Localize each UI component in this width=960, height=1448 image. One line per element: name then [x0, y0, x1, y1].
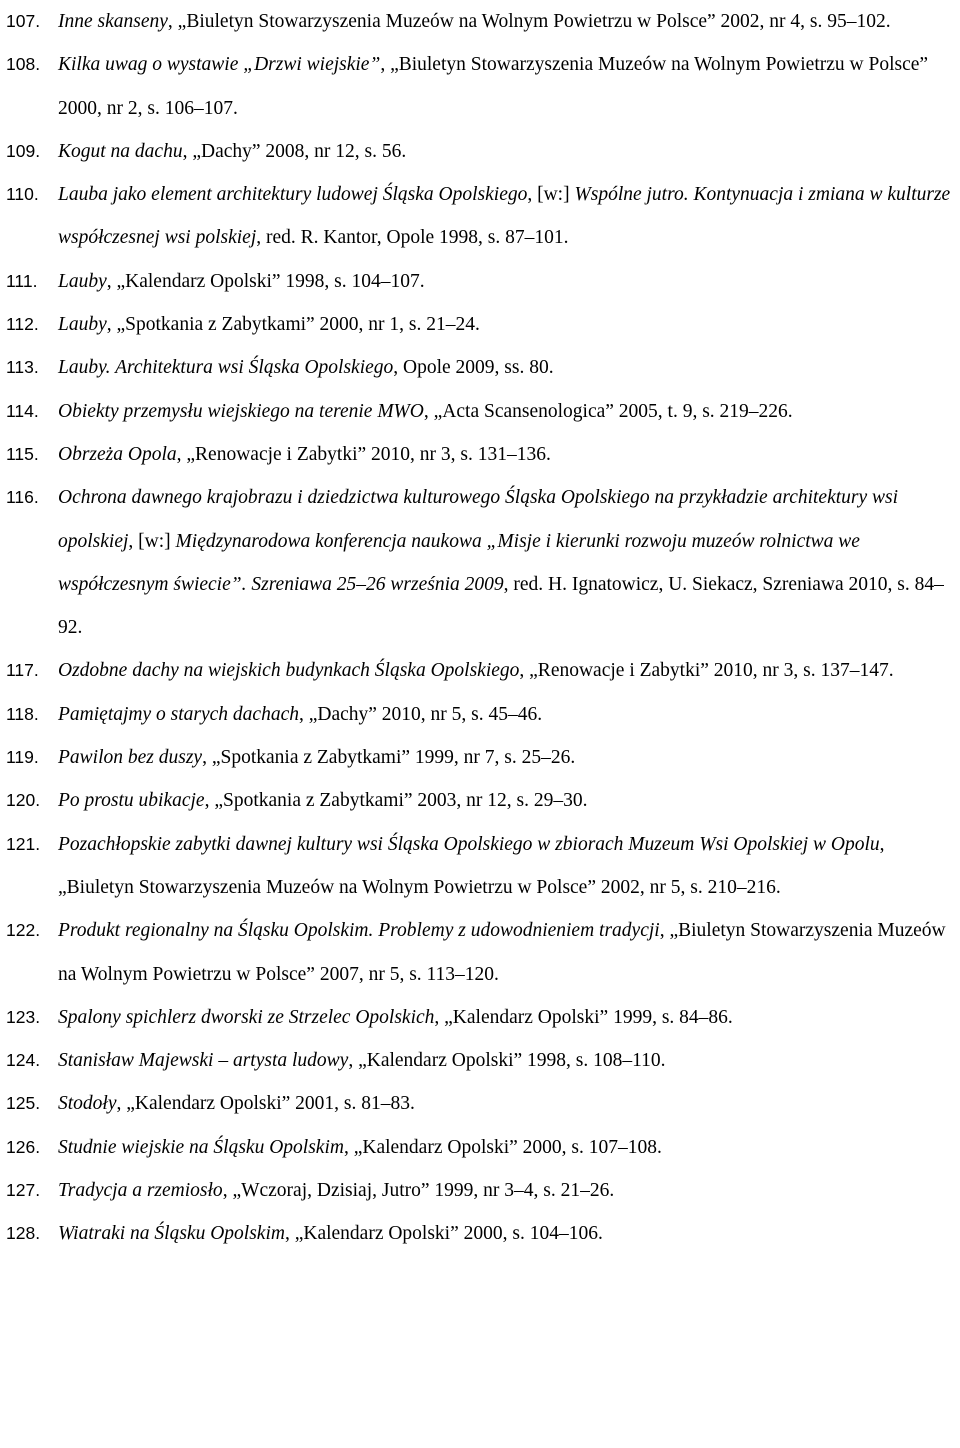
entry-title-text: Po prostu ubikacje: [58, 790, 205, 812]
entry-source-text: , „Kalendarz Opolski” 2000, s. 104–106.: [284, 1223, 603, 1245]
entry-number: 117.: [6, 660, 39, 681]
entry-source-text: , „Spotkania z Zabytkami” 1999, nr 7, s. 25–26.: [202, 747, 576, 769]
entry-source-text: , „Renowacje i Zabytki” 2010, nr 3, s. 137–147.: [519, 660, 894, 682]
entry-number: 124.: [6, 1050, 41, 1071]
entry-source-text: , „Kalendarz Opolski” 2000, s. 107–108.: [343, 1136, 662, 1158]
bibliography-entry: [6, 1082, 954, 1125]
entry-title-text: Pozachłopskie zabytki dawnej kultury wsi Śląska Opolskiego w zbiorach Muzeum Wsi Opolskiej w Opolu: [58, 833, 880, 855]
bibliography-entry: [6, 736, 954, 779]
entry-source-text: , „Kalendarz Opolski” 1999, s. 84–86.: [434, 1006, 733, 1028]
entry-number: 125.: [6, 1093, 41, 1114]
entry-source-text: , „Biuletyn Stowarzyszenia Muzeów na Wolnym Powietrzu w Polsce” 2002, nr 4, s. 95–102.: [167, 11, 891, 32]
entry-number: 118.: [6, 703, 39, 724]
entry-source-text: , „Dachy” 2008, nr 12, s. 56.: [182, 140, 407, 162]
entry-number: 109.: [6, 140, 41, 161]
entry-title-text: Pawilon bez duszy: [58, 747, 203, 769]
entry-source-text: , „Renowacje i Zabytki” 2010, nr 3, s. 131–136.: [176, 443, 551, 465]
bibliography-entry: [6, 130, 954, 173]
bibliography-entry: [6, 476, 954, 649]
entry-number: 123.: [6, 1006, 41, 1027]
entry-number: 115.: [6, 443, 39, 464]
bibliography-entry: [6, 779, 954, 822]
bibliography-entry: [6, 1169, 954, 1212]
entry-title-text: Kogut na dachu: [58, 140, 183, 162]
entry-number: 112.: [6, 314, 39, 335]
bibliography-entry: [6, 1212, 954, 1255]
entry-title-text: Tradycja a rzemiosło: [58, 1180, 223, 1202]
entry-source-text: , „Kalendarz Opolski” 2001, s. 81–83.: [116, 1093, 415, 1115]
entry-title-text: Stodoły: [58, 1093, 117, 1115]
entry-title-text: Inne skanseny: [58, 11, 168, 32]
entry-number: 108.: [6, 54, 41, 75]
bibliography-entry: [6, 390, 954, 433]
entry-title-text: Ozdobne dachy na wiejskich budynkach Śląska Opolskiego: [58, 660, 520, 682]
entry-title-text: Produkt regionalny na Śląsku Opolskim. Problemy z udowodnieniem tradycji: [58, 920, 660, 942]
entry-source-text: , „Spotkania z Zabytkami” 2003, nr 12, s. 29–30.: [204, 790, 588, 812]
bibliography-entry: [6, 909, 954, 996]
entry-number: 120.: [6, 790, 41, 811]
bibliography-entry: [6, 823, 954, 910]
entry-number: 126.: [6, 1136, 41, 1157]
bibliography-list: [6, 0, 954, 1256]
entry-source-text: , „Biuletyn Stowarzyszenia Muzeów na Wolnym Powietrzu w Polsce” 2002, nr 5, s. 210–216.: [58, 833, 885, 898]
entry-source-text: , „Biuletyn Stowarzyszenia Muzeów na Wolnym Powietrzu w Polsce” 2000, nr 2, s. 106–107.: [58, 54, 929, 119]
entry-source-text: , „Kalendarz Opolski” 1998, s. 108–110.: [348, 1050, 666, 1072]
bibliography-entry: [6, 996, 954, 1039]
entry-title-text: Lauby: [58, 314, 107, 336]
entry-title-text: Spalony spichlerz dworski ze Strzelec Opolskich: [58, 1006, 435, 1028]
entry-number: 116.: [6, 487, 39, 508]
entry-title-text: Wiatraki na Śląsku Opolskim: [58, 1223, 285, 1245]
bibliography-entry: [6, 346, 954, 389]
entry-title-text: Obrzeża Opola: [58, 443, 177, 465]
entry-title-text: Lauby: [58, 270, 107, 292]
entry-source-text: , „Dachy” 2010, nr 5, s. 45–46.: [298, 703, 543, 725]
entry-source-text: , red. H. Ignatowicz, U. Siekacz, Szreniawa 2010, s. 84–92.: [58, 573, 944, 639]
entry-source-text: , „Acta Scansenologica” 2005, t. 9, s. 219–226.: [423, 400, 793, 422]
entry-number: 114.: [6, 400, 39, 421]
entry-source-text: , Opole 2009, ss. 80.: [393, 357, 554, 379]
entry-number: 119.: [6, 747, 39, 768]
bibliography-entry: [6, 1039, 954, 1082]
entry-number: 122.: [6, 920, 41, 941]
entry-title-text: Ochrona dawnego krajobrazu i dziedzictwa kulturowego Śląska Opolskiego na przykładzie architektury wsi opolskiej: [58, 487, 899, 552]
entry-title-text: Pamiętajmy o starych dachach: [58, 703, 299, 725]
entry-number: 128.: [6, 1223, 41, 1244]
bibliography-entry: [6, 1126, 954, 1169]
bibliography-entry: [6, 693, 954, 736]
entry-title-text: Studnie wiejskie na Śląsku Opolskim: [58, 1136, 344, 1158]
entry-source-text: , „Kalendarz Opolski” 1998, s. 104–107.: [106, 270, 425, 292]
entry-source-text: , [w:]: [128, 530, 176, 552]
entry-title-text: Lauby. Architektura wsi Śląska Opolskiego: [58, 357, 394, 379]
entry-source-text: , red. R. Kantor, Opole 1998, s. 87–101.: [256, 227, 569, 249]
entry-source-text: , [w:]: [527, 184, 575, 206]
bibliography-entry: [6, 173, 954, 260]
entry-number: 107.: [6, 11, 41, 31]
entry-number: 110.: [6, 184, 39, 205]
entry-title-text: Lauba jako element architektury ludowej Śląska Opolskiego: [58, 184, 528, 206]
entry-title-text: Międzynarodowa konferencja naukowa „Misje i kierunki rozwoju muzeów rolnictwa we współczesnym świecie”. Szreniawa 25–26 września 2009: [58, 530, 860, 595]
entry-source-text: , „Wczoraj, Dzisiaj, Jutro” 1999, nr 3–4, s. 21–26.: [222, 1180, 615, 1202]
entry-title-text: Obiekty przemysłu wiejskiego na terenie MWO: [58, 400, 424, 422]
entry-number: 111.: [6, 270, 38, 291]
bibliography-entry: [6, 433, 954, 476]
entry-source-text: , „Spotkania z Zabytkami” 2000, nr 1, s. 21–24.: [106, 314, 480, 336]
entry-number: 121.: [6, 833, 41, 854]
entry-title-text: Wspólne jutro. Kontynuacja i zmiana w kulturze współczesnej wsi polskiej: [58, 184, 951, 249]
bibliography-entry: [6, 260, 954, 303]
entry-title-text: Kilka uwag o wystawie „Drzwi wiejskie”: [58, 54, 381, 76]
bibliography-entry: [6, 0, 954, 43]
entry-title-text: Stanisław Majewski – artysta ludowy: [58, 1050, 349, 1072]
entry-number: 113.: [6, 357, 39, 378]
bibliography-entry: [6, 43, 954, 130]
entry-number: 127.: [6, 1180, 41, 1201]
bibliography-entry: [6, 303, 954, 346]
bibliography-entry: [6, 649, 954, 692]
entry-source-text: , „Biuletyn Stowarzyszenia Muzeów na Wolnym Powietrzu w Polsce” 2007, nr 5, s. 113–120.: [58, 920, 946, 985]
